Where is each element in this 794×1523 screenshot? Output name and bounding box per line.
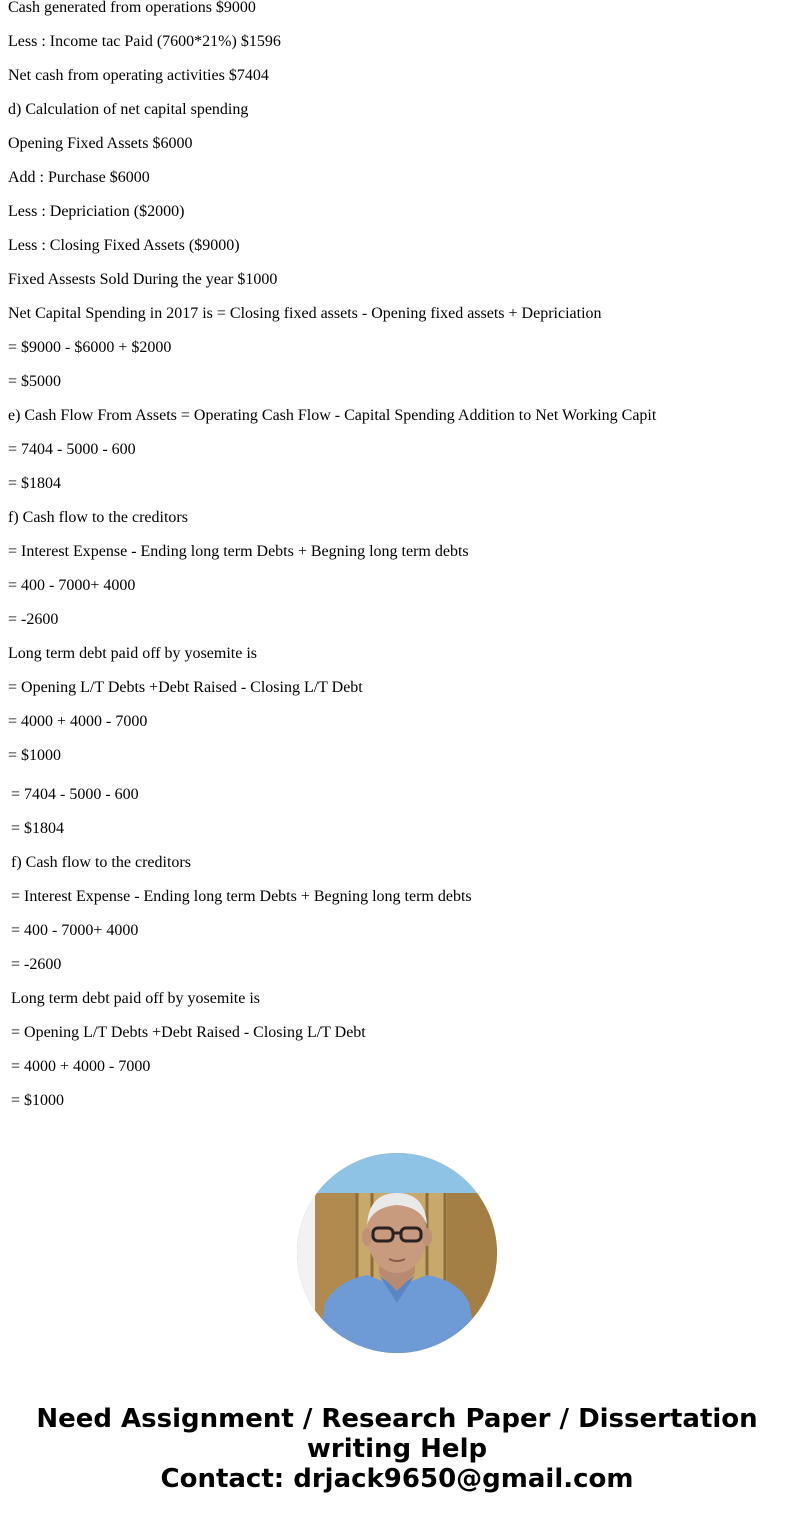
text-line: = -2600 [8,611,59,628]
promo-subheadline: writing Help [306,1434,488,1464]
text-line: = 400 - 7000+ 4000 [11,922,139,939]
text-line: = $5000 [8,373,62,390]
text-line: Less : Income tac Paid (7600*21%) $1596 [8,33,281,50]
promo-contact-email: Contact: drjack9650@gmail.com [160,1464,634,1494]
text-line: = -2600 [11,956,62,973]
text-line: Net cash from operating activities $7404 [8,67,269,84]
text-line: = $1000 [11,1092,65,1109]
text-line: Less : Closing Fixed Assets ($9000) [8,237,240,254]
promo-banner [0,1404,794,1494]
text-line: = Opening L/T Debts +Debt Raised - Closing L/T Debt [11,1024,366,1041]
text-line: Less : Depriciation ($2000) [8,203,185,220]
text-line: = Interest Expense - Ending long term Debts + Begning long term debts [11,888,472,905]
text-line: = 4000 + 4000 - 7000 [8,713,148,730]
text-line: Net Capital Spending in 2017 is = Closing fixed assets - Opening fixed assets + Depriciation [8,305,602,322]
solution-text-block [8,0,788,781]
text-line: = $1804 [8,475,62,492]
text-line: d) Calculation of net capital spending [8,101,249,118]
author-avatar [297,1153,497,1353]
text-line: Fixed Assests Sold During the year $1000 [8,271,278,288]
text-line: = 4000 + 4000 - 7000 [11,1058,151,1075]
text-line: = 400 - 7000+ 4000 [8,577,136,594]
text-line: = $9000 - $6000 + $2000 [8,339,172,356]
text-line: f) Cash flow to the creditors [11,854,191,871]
text-line: = Interest Expense - Ending long term Debts + Begning long term debts [8,543,469,560]
promo-headline: Need Assignment / Research Paper / Dissertation [36,1404,758,1434]
text-line: = Opening L/T Debts +Debt Raised - Closing L/T Debt [8,679,363,696]
text-line: Long term debt paid off by yosemite is [11,990,260,1007]
text-line: Cash generated from operations $9000 [8,0,256,16]
text-line: = $1804 [11,820,65,837]
text-line: Long term debt paid off by yosemite is [8,645,257,662]
text-line: f) Cash flow to the creditors [8,509,188,526]
text-line: = 7404 - 5000 - 600 [8,441,136,458]
repeated-solution-text-block [11,786,786,1126]
person-photo-icon [297,1153,497,1353]
text-line: e) Cash Flow From Assets = Operating Cash Flow - Capital Spending Addition to Net Working Capit [8,407,657,424]
text-line: Opening Fixed Assets $6000 [8,135,193,152]
text-line: = 7404 - 5000 - 600 [11,786,139,803]
text-line: Add : Purchase $6000 [8,169,150,186]
text-line: = $1000 [8,747,62,764]
